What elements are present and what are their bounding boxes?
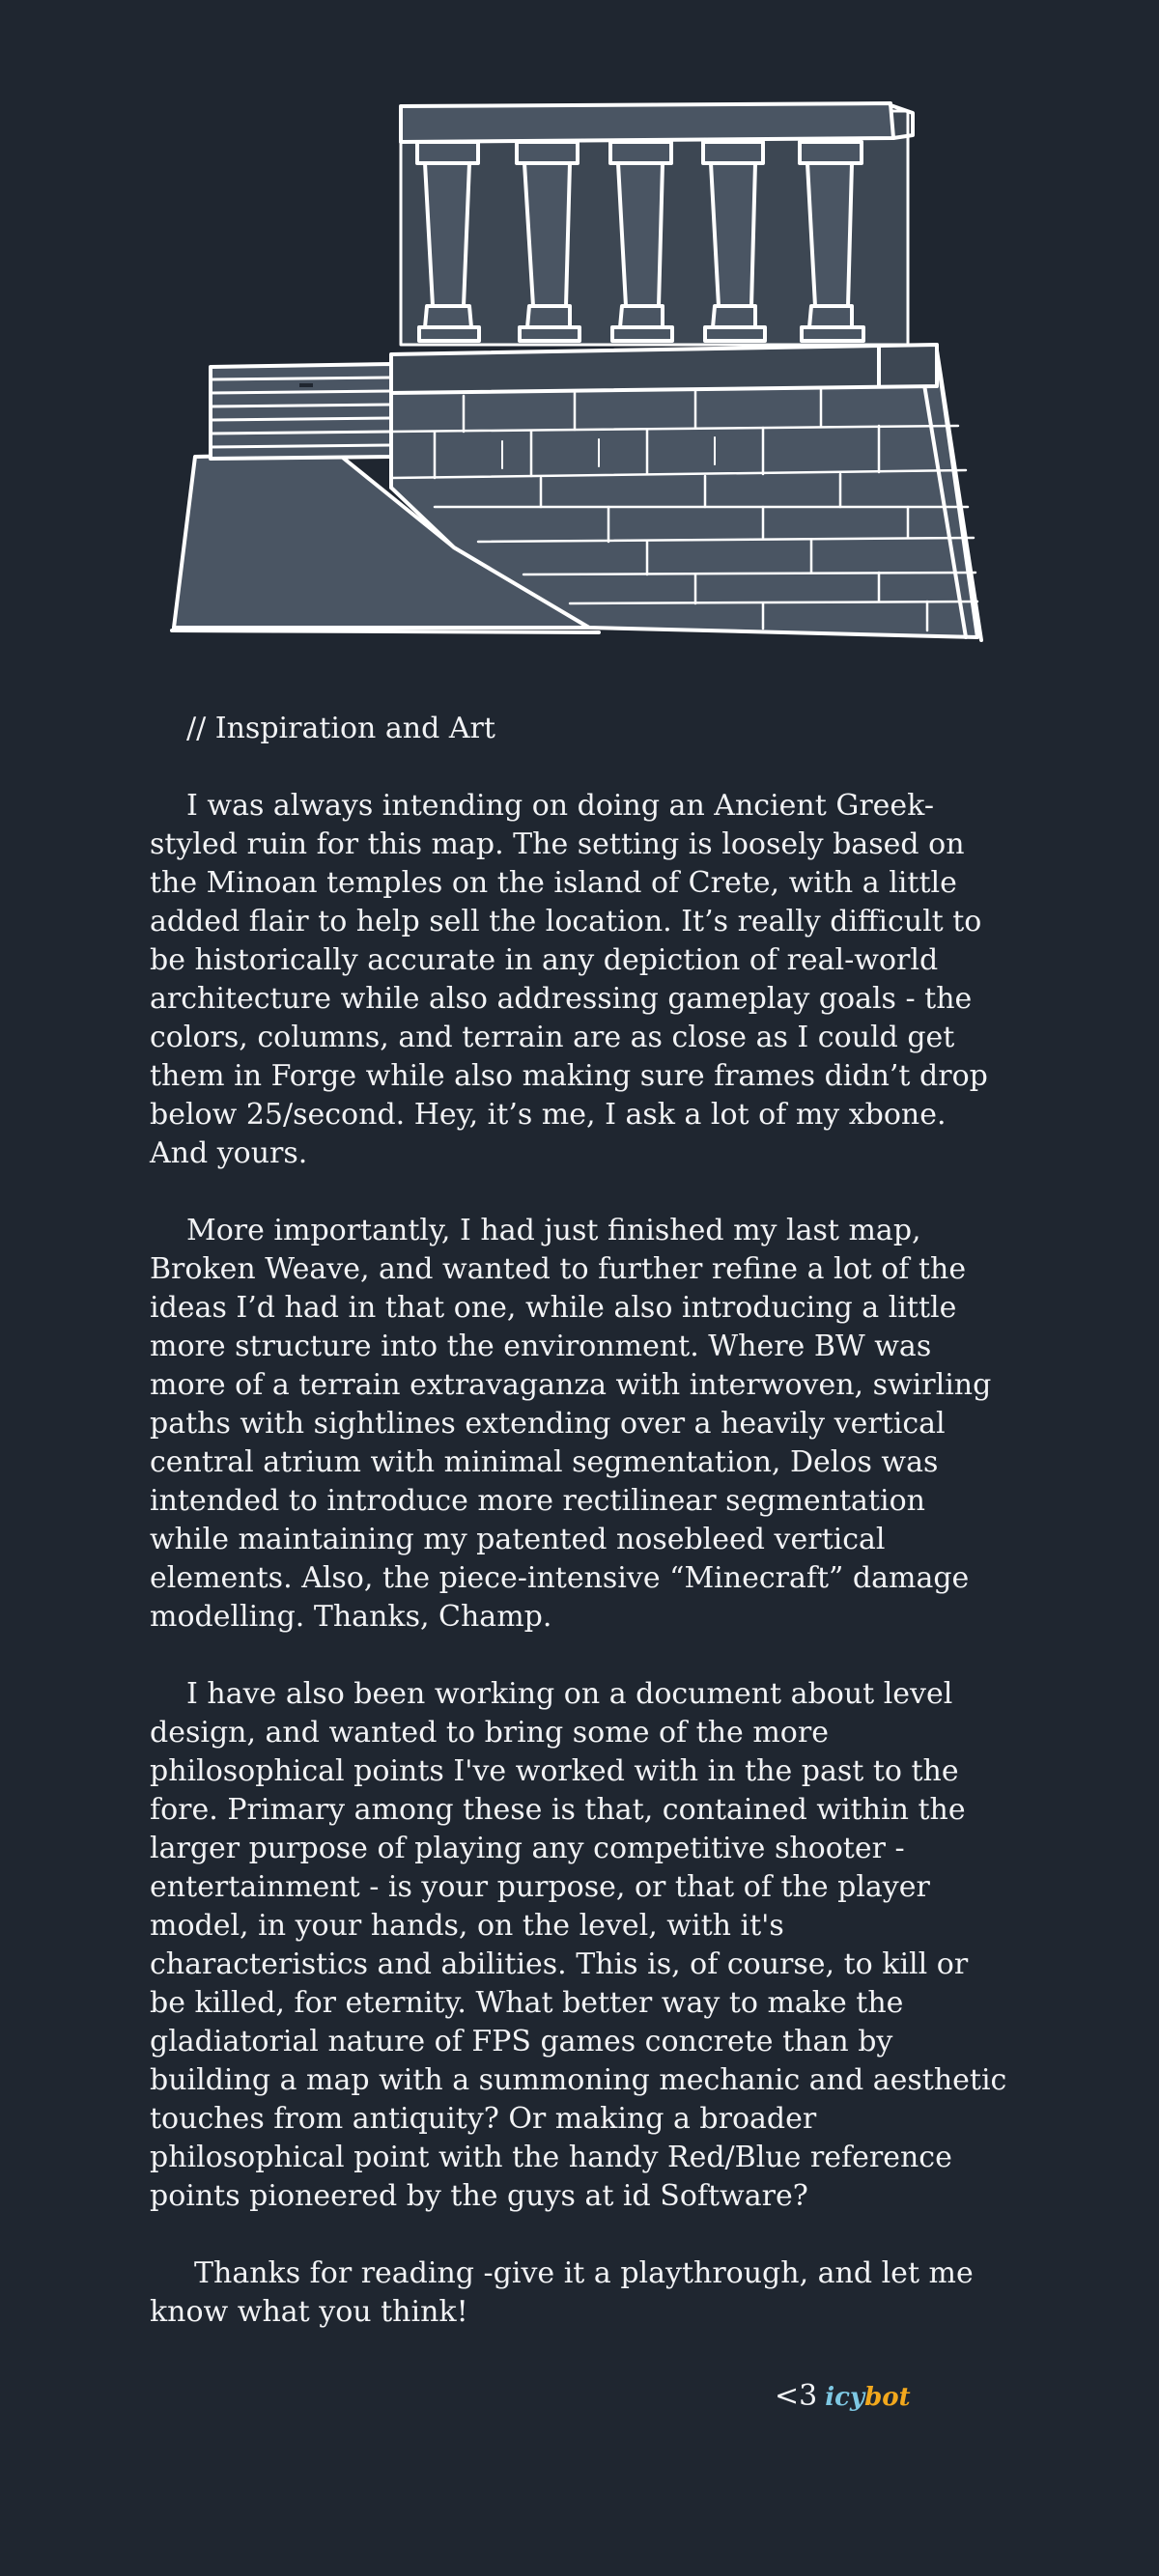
paragraph-inspiration: I was always intending on doing an Ancient Greek-styled ruin for this map. The setting is loosely based on the Minoan temples on the island of Crete, with a little added flair to help sell the location. It’s really difficult to be historically accurate in any depiction of real-world architecture while also addressing gameplay goals - the colors, columns, and terrain are as close as I could get them in Forge while also making sure frames didn’t drop below 25/second. Hey, it’s me, I ask a lot of my xbone. And yours. [150, 789, 988, 1170]
greek-temple-ruin-illustration [145, 92, 995, 652]
paragraph-level-design: I have also been working on a document about level design, and wanted to bring some of the more philosophical points I've worked with in the past to the fore. Primary among these is that, contained within the larger purpose of playing any competitive shooter - entertainment - is your purpose, or that of the player model, in your hands, on the level, with it's characteristics and abilities. This is, of course, to kill or be killed, for eternity. What better way to make the gladiatorial nature of FPS games concrete than by building a map with a summoning mechanic and aesthetic touches from antiquity? Or making a broader philosophical point with the handy Red/Blue reference points pioneered by the guys at id Software? [150, 1677, 1007, 2213]
signature-name-bot: bot [864, 2383, 911, 2412]
signature-name-icy: icy [825, 2383, 865, 2412]
article-body [150, 710, 1009, 2370]
heart-text: <3 [775, 2379, 818, 2413]
signature [775, 2377, 911, 2417]
paragraph-thanks: Thanks for reading -give it a playthrough, and let me know what you think! [150, 2256, 974, 2329]
section-heading: // Inspiration and Art [186, 712, 495, 745]
paragraph-broken-weave: More importantly, I had just finished my last map, Broken Weave, and wanted to further refine a lot of the ideas I’d had in that one, while also introducing a little more structure into the environment. Where BW was more of a terrain extravaganza with interwoven, swirling paths with sightlines extending over a heavily vertical central atrium with minimal segmentation, Delos was intended to introduce more rectilinear segmentation while maintaining my patented nosebleed vertical elements. Also, the piece-intensive “Minecraft” damage modelling. Thanks, Champ. [150, 1214, 992, 1634]
